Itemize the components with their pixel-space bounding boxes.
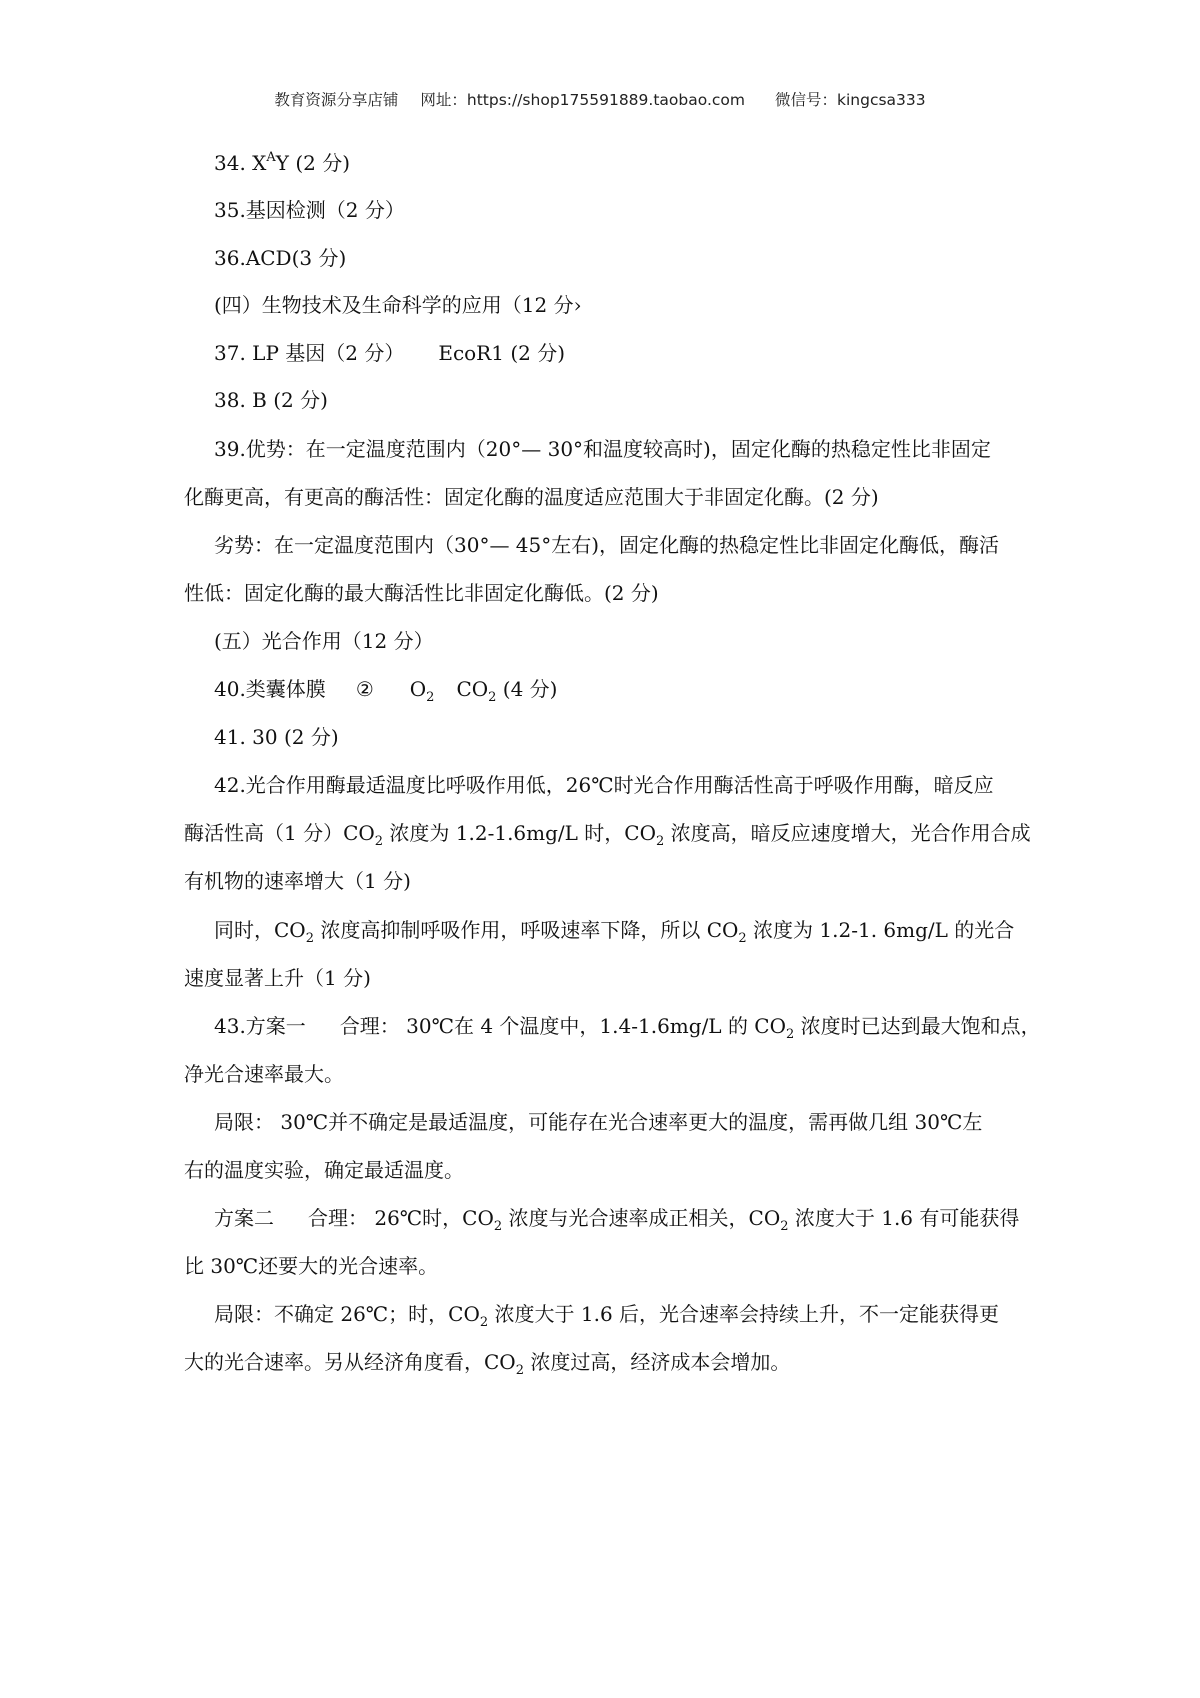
- answer-40-score: (4 分): [496, 677, 558, 701]
- section-5-heading: (五）光合作用（12 分）: [214, 629, 434, 653]
- subscript: 2: [738, 931, 747, 946]
- answer-34-text: 34. X: [214, 151, 267, 175]
- answer-43-line-2: 净光合速率最大。: [184, 1062, 344, 1086]
- superscript: A: [266, 150, 276, 165]
- answer-42-line-2: [184, 820, 1031, 850]
- answer-36: 36.ACD(3 分): [214, 246, 347, 270]
- answer-41: 41. 30 (2 分): [214, 725, 339, 749]
- text-span: 浓度时已达到最大饱和点，: [794, 1014, 1041, 1038]
- wechat-label: 微信号：: [774, 91, 837, 109]
- subscript: 2: [780, 1219, 789, 1234]
- text-span: 浓度与光合速率成正相关，CO: [502, 1206, 781, 1230]
- answer-40-b: ②: [355, 677, 374, 701]
- subscript: 2: [305, 931, 314, 946]
- answer-40-d: CO: [456, 677, 489, 701]
- text-span: 浓度大于 1.6 后，光合速率会持续上升，不一定能获得更: [488, 1302, 1000, 1326]
- page-header: [0, 88, 1200, 110]
- text-span: 合理： 30℃在 4 个温度中，1.4-1.6mg/L 的 CO: [339, 1014, 787, 1038]
- text-span: 浓度为 1.2-1.6mg/L 时，CO: [383, 821, 656, 845]
- answer-42-line-4: [214, 917, 1014, 947]
- site-url[interactable]: https://shop175591889.taobao.com: [466, 91, 745, 109]
- answer-43-line-4: 右的温度实验，确定最适温度。: [184, 1158, 464, 1182]
- answer-37-part-b: EcoR1 (2 分): [438, 341, 566, 365]
- answer-39-line-3: 劣势：在一定温度范围内（30°— 45°左右)，固定化酶的热稳定性比非固定化酶低，酶活: [214, 533, 1000, 557]
- answer-43-line-1: [214, 1013, 1041, 1043]
- text-span: 浓度高抑制呼吸作用，呼吸速率下降，所以 CO: [313, 918, 739, 942]
- answer-40-c: O: [409, 677, 427, 701]
- subscript: 2: [374, 834, 384, 849]
- answer-42-line-3: 有机物的速率增大（1 分): [184, 869, 411, 893]
- answer-40: [214, 676, 557, 706]
- subscript: 2: [786, 1027, 795, 1042]
- subscript: 2: [515, 1363, 524, 1378]
- text-span: 大的光合速率。另从经济角度看，CO: [184, 1350, 516, 1374]
- text-span: 浓度大于 1.6 有可能获得: [788, 1206, 1020, 1230]
- text-span: 浓度高，暗反应速度增大，光合作用合成: [664, 821, 1031, 845]
- plan-one-label: 43.方案一: [214, 1014, 306, 1038]
- site-label: 网址：: [420, 91, 467, 109]
- answer-39-line-1: 39.优势：在一定温度范围内（20°— 30°和温度较高时)，固定化酶的热稳定性比非固定: [214, 437, 991, 461]
- answer-34: [214, 150, 350, 180]
- answer-42-line-5: 速度显著上升（1 分): [184, 966, 371, 990]
- answer-37-part-a: 37. LP 基因（2 分）: [214, 341, 405, 365]
- answer-39-line-2: 化酶更高，有更高的酶活性：固定化酶的温度适应范围大于非固定化酶。(2 分): [184, 485, 879, 509]
- plan-two-label: 方案二: [214, 1206, 274, 1230]
- subscript: 2: [426, 690, 435, 705]
- answer-43-line-8: [184, 1349, 790, 1379]
- answer-40-a: 40.类囊体膜: [214, 677, 326, 701]
- answer-43-line-3: 局限： 30℃并不确定是最适温度，可能存在光合速率更大的温度，需再做几组 30℃左: [214, 1110, 983, 1134]
- wechat-id: kingcsa333: [837, 91, 926, 109]
- shop-name: 教育资源分享店铺: [274, 91, 399, 109]
- subscript: 2: [656, 834, 665, 849]
- answer-37: [214, 340, 565, 366]
- text-span: 酶活性高（1 分）CO: [184, 821, 375, 845]
- text-span: 局限：不确定 26℃；时，CO: [214, 1302, 480, 1326]
- text-span: 浓度过高，经济成本会增加。: [523, 1350, 791, 1374]
- answer-43-line-5: [214, 1205, 1019, 1235]
- section-4-heading: (四）生物技术及生命科学的应用（12 分›: [214, 293, 582, 317]
- answer-38: 38. B (2 分): [214, 388, 328, 412]
- answer-43-line-7: [214, 1301, 999, 1331]
- answer-34-score: Y (2 分): [275, 151, 351, 175]
- text-span: 同时，CO: [214, 918, 306, 942]
- answer-35: 35.基因检测（2 分）: [214, 198, 405, 222]
- text-span: 浓度为 1.2-1. 6mg/L 的光合: [746, 918, 1015, 942]
- answer-43-line-6: 比 30℃还要大的光合速率。: [184, 1254, 439, 1278]
- subscript: 2: [479, 1315, 489, 1330]
- subscript: 2: [493, 1219, 503, 1234]
- text-span: 合理： 26℃时，CO: [308, 1206, 494, 1230]
- subscript: 2: [488, 690, 497, 705]
- answer-39-line-4: 性低：固定化酶的最大酶活性比非固定化酶低。(2 分): [184, 581, 659, 605]
- answer-42-line-1: 42.光合作用酶最适温度比呼吸作用低，26℃时光合作用酶活性高于呼吸作用酶，暗反应: [214, 773, 994, 797]
